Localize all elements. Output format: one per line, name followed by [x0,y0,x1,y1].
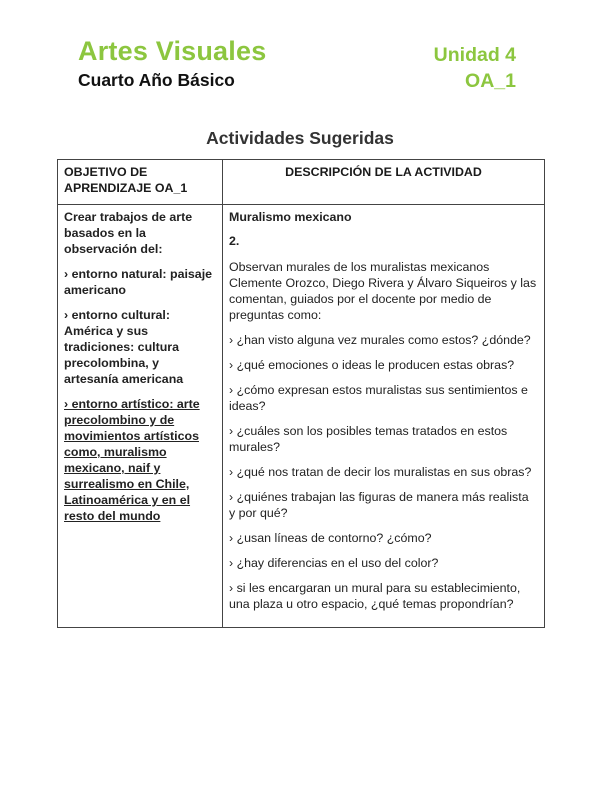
objective-intro: Crear trabajos de arte basados en la observación del: [64,210,193,256]
question-item: › ¿qué nos tratan de decir los muralistas en sus obras? [229,465,532,479]
activity-cell [223,205,545,628]
document-title: Artes Visuales [78,36,267,66]
oa-label: OA_1 [465,70,516,92]
table-row [58,205,545,628]
question-item: › ¿qué emociones o ideas le producen estas obras? [229,358,515,372]
question-item: › ¿quiénes trabajan las figuras de manera más realista y por qué? [229,490,529,520]
section-title: Actividades Sugeridas [206,128,394,148]
question-item: › ¿cuáles son los posibles temas tratados en estos murales? [229,424,508,454]
question-item: › ¿han visto alguna vez murales como estos? ¿dónde? [229,333,531,347]
objective-item-natural: › entorno natural: paisaje americano [64,267,213,297]
question-item: › ¿hay diferencias en el uso del color? [229,556,439,570]
activities-table [57,159,545,628]
objective-item-artistic: › entorno artístico: arte precolombino y de movimientos artísticos como, muralismo mexicano, naif y surrealismo en Chile, Latinoamérica y en el resto del mundo [64,397,200,523]
activity-intro: Observan murales de los muralistas mexicanos Clemente Orozco, Diego Rivera y Álvaro Siqueiros y las comentan, guiados por el docente por medio de preguntas como: [229,260,537,322]
objective-item-cultural: › entorno cultural: América y sus tradiciones: cultura precolombina, y artesanía americana [64,308,184,386]
table-header-row [58,160,545,205]
question-item: › ¿usan líneas de contorno? ¿cómo? [229,531,432,545]
objective-column-header: OBJETIVO DE APRENDIZAJE OA_1 [58,160,223,205]
question-item: › si les encargaran un mural para su establecimiento, una plaza u otro espacio, ¿qué temas propondrían? [229,581,521,611]
question-item: › ¿cómo expresan estos muralistas sus sentimientos e ideas? [229,383,528,413]
document-subtitle: Cuarto Año Básico [78,70,235,90]
unit-label: Unidad 4 [433,44,516,66]
activity-number: 2. [229,234,240,248]
activity-title: Muralismo mexicano [229,210,352,224]
description-column-header: DESCRIPCIÓN DE LA ACTIVIDAD [223,160,545,205]
objective-cell [58,205,223,628]
